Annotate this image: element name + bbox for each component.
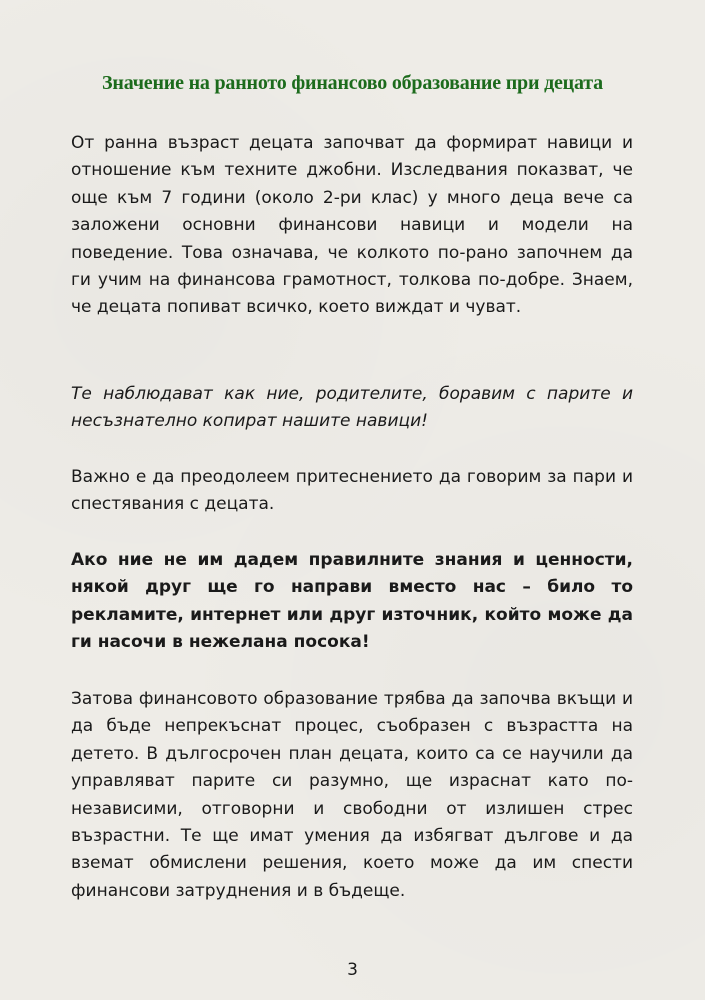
- page-title: Значение на ранното финансово образование при децата: [102, 72, 603, 94]
- paragraph-conclusion: Затова финансовото образование трябва да започва вкъщи и да бъде непрекъснат процес, съобразен с възрастта на детето. В дългосрочен план децата, които са се научили да управляват парите си разумно, ще израснат като по-независими, отговорни и свободни от излишен стрес възрастни. Те ще имат умения да избягват дългове и да вземат обмислени решения, което може да им спести финансови затруднения и в бъдеще.: [71, 689, 633, 901]
- page-number: 3: [347, 960, 358, 980]
- paragraph-bold-warning: Ако ние не им дадем правилните знания и ценности, някой друг ще го направи вместо нас – било то рекламите, интернет или друг източник, който може да ги насочи в нежелана посока!: [71, 550, 633, 653]
- paragraph-italic-quote: Те наблюдават как ние, родителите, боравим с парите и несъзнателно копират нашите навици!: [71, 384, 633, 432]
- paragraph-intro: От ранна възраст децата започват да формират навици и отношение към техните джобни. Изследвания показват, че още към 7 години (около 2-ри клас) у много деца вече са заложени основни финансови навици и модели на поведение. Това означава, че колкото по-рано започнем да ги учим на финансова грамотност, толкова по-добре. Знаем, че децата попиват всичко, което виждат и чуват.: [71, 133, 633, 318]
- paragraph-discussion: Важно е да преодолеем притеснението да говорим за пари и спестявания с децата.: [71, 467, 633, 515]
